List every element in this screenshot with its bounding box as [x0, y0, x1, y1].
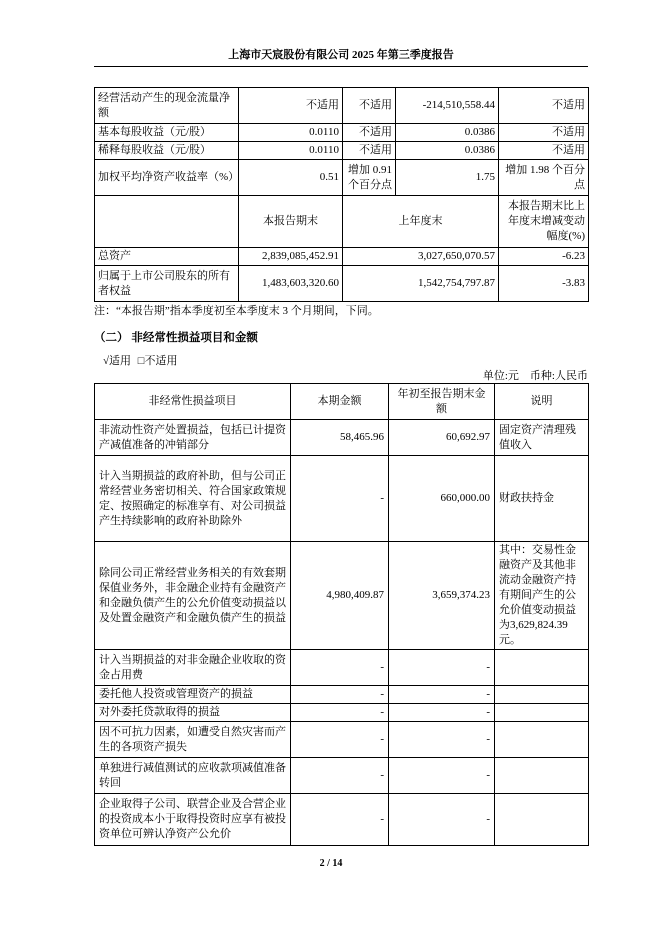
item-cell: 单独进行减值测试的应收款项减值准备转回 — [95, 758, 291, 794]
not-applicable-checkbox: □不适用 — [137, 355, 178, 367]
item-cell: 除同公司正常经营业务相关的有效套期保值业务外，非金融企业持有金融资产和金融负债产生的公允价值变动损益以及处置金融资产和金融负债产生的损益 — [95, 542, 291, 650]
ytd-cell: 660,000.00 — [389, 456, 495, 542]
header-current: 本期金额 — [291, 384, 389, 420]
value-cell: 不适用 — [499, 124, 589, 142]
key-financials-table — [94, 87, 589, 302]
table-row — [95, 758, 589, 794]
table-row — [95, 686, 589, 704]
value-cell: 0.0386 — [396, 124, 499, 142]
value-cell: 不适用 — [499, 142, 589, 160]
note-cell: 财政扶持金 — [495, 456, 589, 542]
applicable-checkbox: √适用 — [103, 355, 132, 367]
row-label: 稀释每股收益（元/股） — [95, 142, 239, 160]
ytd-cell: - — [389, 650, 495, 686]
table-row — [95, 704, 589, 722]
value-cell: -6.23 — [499, 248, 589, 266]
table-subheader-row — [95, 196, 589, 248]
item-cell: 企业取得子公司、联营企业及合营企业的投资成本小于取得投资时应享有被投资单位可辨认净资产公允价 — [95, 794, 291, 846]
section-title: （二） 非经常性损益项目和金额 — [94, 332, 258, 344]
value-cell: 0.0110 — [239, 142, 343, 160]
table-row — [95, 420, 589, 456]
header-note: 说明 — [495, 384, 589, 420]
row-label: 基本每股收益（元/股） — [95, 124, 239, 142]
table-row — [95, 248, 589, 266]
current-cell: 4,980,409.87 — [291, 542, 389, 650]
item-cell: 计入当期损益的政府补助，但与公司正常经营业务密切相关、符合国家政策规定、按照确定的标准享有、对公司损益产生持续影响的政府补助除外 — [95, 456, 291, 542]
value-cell: 增加 0.91 个百分点 — [343, 160, 396, 196]
table-row — [95, 160, 589, 196]
ytd-cell: - — [389, 704, 495, 722]
table-row — [95, 124, 589, 142]
value-cell: 0.51 — [239, 160, 343, 196]
value-cell: 1,542,754,797.87 — [343, 266, 499, 302]
note-cell: 固定资产清理残值收入 — [495, 420, 589, 456]
item-cell: 因不可抗力因素，如遭受自然灾害而产生的各项资产损失 — [95, 722, 291, 758]
value-cell: 0.0110 — [239, 124, 343, 142]
note-cell — [495, 704, 589, 722]
item-cell: 委托他人投资或管理资产的损益 — [95, 686, 291, 704]
item-cell: 非流动性资产处置损益，包括已计提资产减值准备的冲销部分 — [95, 420, 291, 456]
table-row — [95, 266, 589, 302]
current-cell: - — [291, 794, 389, 846]
current-cell: - — [291, 722, 389, 758]
current-cell: - — [291, 456, 389, 542]
header-item: 非经常性损益项目 — [95, 384, 291, 420]
table-row — [95, 722, 589, 758]
value-cell: -214,510,558.44 — [396, 88, 499, 124]
ytd-cell: - — [389, 686, 495, 704]
value-cell: 不适用 — [343, 142, 396, 160]
row-label: 加权平均净资产收益率（%） — [95, 160, 239, 196]
value-cell: 不适用 — [239, 88, 343, 124]
note-cell — [495, 758, 589, 794]
table-row — [95, 542, 589, 650]
page-number: 2 / 14 — [319, 858, 343, 869]
note-cell — [495, 686, 589, 704]
value-cell: 1.75 — [396, 160, 499, 196]
applicability-checks — [103, 352, 177, 368]
table-row — [95, 794, 589, 846]
value-cell: 增加 1.98 个百分点 — [499, 160, 589, 196]
unit-label: 单位:元 币种:人民币 — [482, 370, 588, 382]
value-cell: -3.83 — [499, 266, 589, 302]
value-cell: 不适用 — [499, 88, 589, 124]
ytd-cell: - — [389, 722, 495, 758]
current-cell: - — [291, 686, 389, 704]
table-row — [95, 456, 589, 542]
non-recurring-items-table — [94, 383, 589, 846]
value-cell: 3,027,650,070.57 — [343, 248, 499, 266]
row-label: 归属于上市公司股东的所有者权益 — [95, 266, 239, 302]
ytd-cell: 3,659,374.23 — [389, 542, 495, 650]
note-cell — [495, 650, 589, 686]
value-cell: 1,483,603,320.60 — [239, 266, 343, 302]
row-label: 经营活动产生的现金流量净额 — [95, 88, 239, 124]
page-header: 上海市天宸股份有限公司 2025 年第三季度报告 — [94, 46, 588, 67]
table-row — [95, 142, 589, 160]
empty-cell — [95, 196, 239, 248]
current-cell: 58,465.96 — [291, 420, 389, 456]
footnote: 注：“本报告期”指本季度初至本季度末 3 个月期间，下同。 — [94, 305, 379, 317]
header-ytd: 年初至报告期末金额 — [389, 384, 495, 420]
row-label: 总资产 — [95, 248, 239, 266]
ytd-cell: - — [389, 794, 495, 846]
value-cell: 不适用 — [343, 88, 396, 124]
header-prev-year-end: 上年度末 — [343, 196, 499, 248]
value-cell: 2,839,085,452.91 — [239, 248, 343, 266]
current-cell: - — [291, 650, 389, 686]
value-cell: 0.0386 — [396, 142, 499, 160]
current-cell: - — [291, 758, 389, 794]
item-cell: 对外委托贷款取得的损益 — [95, 704, 291, 722]
note-cell — [495, 794, 589, 846]
table-row — [95, 88, 589, 124]
current-cell: - — [291, 704, 389, 722]
note-cell — [495, 722, 589, 758]
item-cell: 计入当期损益的对非金融企业收取的资金占用费 — [95, 650, 291, 686]
header-change: 本报告期末比上年度末增减变动幅度(%) — [499, 196, 589, 248]
ytd-cell: 60,692.97 — [389, 420, 495, 456]
table-header-row — [95, 384, 589, 420]
table-row — [95, 650, 589, 686]
header-period-end: 本报告期末 — [239, 196, 343, 248]
value-cell: 不适用 — [343, 124, 396, 142]
note-cell: 其中：交易性金融资产及其他非流动金融资产持有期间产生的公允价值变动损益为3,629,824.39元。 — [495, 542, 589, 650]
ytd-cell: - — [389, 758, 495, 794]
